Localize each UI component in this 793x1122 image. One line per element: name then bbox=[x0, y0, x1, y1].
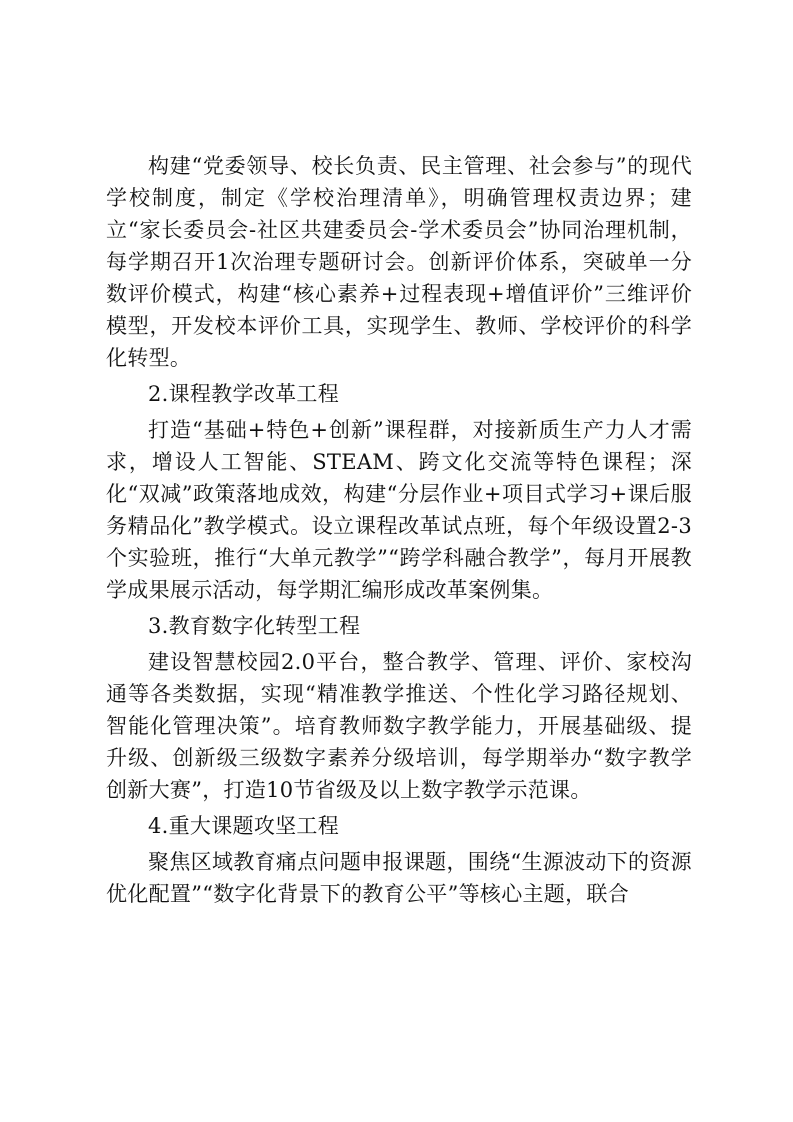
section-heading-digital-transformation: 3.教育数字化转型工程 bbox=[148, 614, 361, 638]
paragraph-governance: 构建“党委领导、校长负责、民主管理、社会参与”的现代学校制度，制定《学校治理清单》，明确管理权责边界；建立“家长委员会-社区共建委员会-学术委员会”协同治理机制，每学期召开1次治理专题研讨会。创新评价体系，突破单一分数评价模式，构建“核心素养+过程表现+增值评价”三维评价模型，开发校本评价工具，实现学生、教师、学校评价的科学化转型。 bbox=[106, 154, 692, 370]
paragraph-research-projects: 聚焦区域教育痛点问题申报课题，围绕“生源波动下的资源优化配置”“数字化背景下的教育公平”等核心主题，联合 bbox=[106, 850, 692, 906]
document-page bbox=[106, 150, 692, 910]
section-heading-curriculum-reform: 2.课程教学改革工程 bbox=[148, 382, 340, 406]
paragraph-curriculum-reform: 打造“基础+特色+创新”课程群，对接新质生产力人才需求，增设人工智能、STEAM、跨文化交流等特色课程；深化“双减”政策落地成效，构建“分层作业+项目式学习+课后服务精品化”教学模式。设立课程改革试点班，每个年级设置2-3个实验班，推行“大单元教学”“跨学科融合教学”，每月开展教学成果展示活动，每学期汇编形成改革案例集。 bbox=[106, 418, 692, 602]
paragraph-digital-transformation: 建设智慧校园2.0平台，整合教学、管理、评价、家校沟通等各类数据，实现“精准教学推送、个性化学习路径规划、智能化管理决策”。培育教师数字教学能力，开展基础级、提升级、创新级三级数字素养分级培训，每学期举办“数字教学创新大赛”，打造10节省级及以上数字教学示范课。 bbox=[106, 650, 692, 802]
section-heading-research-projects: 4.重大课题攻坚工程 bbox=[148, 814, 340, 838]
